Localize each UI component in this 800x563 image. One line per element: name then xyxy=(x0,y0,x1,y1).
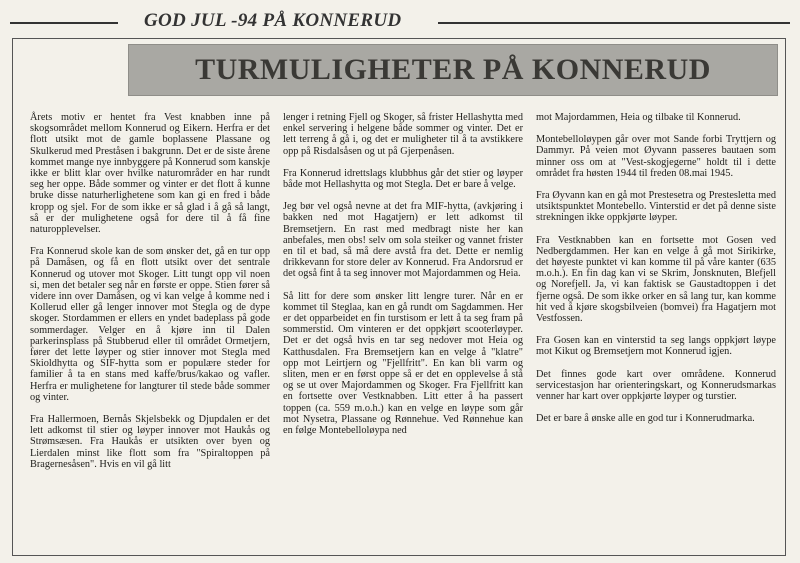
text-column-2 xyxy=(283,112,523,447)
header-rule-right xyxy=(438,22,790,24)
paragraph: Det er bare å ønske alle en god tur i Konnerudmarka. xyxy=(536,413,755,425)
text-column-1 xyxy=(30,112,270,481)
paragraph: Fra Vestknabben kan en fortsette mot Gosen ved Nedbergdammen. Her kan en velge å gå mot Sirikirke, det høyeste punktet vi kan komme til på våre kanter (635 m.o.h.). En fin dag kan vi se Skrim, Jonsknuten, Blefjell og Norefjell. Ja, vi kan faktisk se Gaustadtoppen i det fjerne også. De som ikke orker en så lang tur, kan komme hit ved å kjøre skogsbilveien (bomvei) fra Hagatjern mot Vestfossen. xyxy=(536,234,776,325)
article-title: TURMULIGHETER PÅ KONNERUD xyxy=(195,53,711,86)
text-column-3 xyxy=(536,112,776,435)
paragraph: Så litt for dere som ønsker litt lengre turer. Når en er kommet til Steglaa, kan en gå rundt om Sagdammen. Her er det opparbeidet en fin turstisom er lett å ta seg fram på sommerstid. Om vinteren er det oppkjørt scooterløyper. Det er det også hvis en tar seg nedover mot Heia og Katthusdalen. Fra Bremsetjern kan en velge å "klatre" opp mot Leirtjern og "Fjellfritt". En kan bli varm og sliten, men er en først oppe så er det en opplevelse å stå og se ut over Majordammen og Skoger. Fra Fjellfritt kan en fortsette over Vestknabben. Litt etter å ha passert toppen (ca. 559 m.o.h.) kan en velge en løype som går mot Nysetra, Plassane og Rønnehue. Ved Rønnehue kan en følge Montebelloløypa ned xyxy=(283,290,523,437)
paragraph: Jeg bør vel også nevne at det fra MIF-hytta, (avkjøring i bakken ned mot Hagatjern) er lett adkomst til Bremsetjern. En rast med medbragt niste her kan anbefales, men obs! selv om sola steiker og vannet frister en til et bad, så må dere avstå fra det. Dette er nemlig drikkevann for store deler av Konnerud. Fra Andorsrud er det også fint å ta seg innover mot Majordammen og Heia. xyxy=(283,201,523,280)
paragraph: Fra Hallermoen, Bernås Skjelsbekk og Djupdalen er det lett adkomst til stier og løyper innover mot Haukås og Strømsæsen. Fra Haukås er utsikten over byen og Lierdalen minst like flott som fra "Spiraltoppen på Bragernesåsen". Hvis en vil gå litt xyxy=(30,414,270,470)
paragraph: lenger i retning Fjell og Skoger, så frister Hellashytta med enkel servering i helgene både sommer og vinter. Det er lett terreng å gå i, og det er muligheter til å ta avstikkere opp på Risdalsåsen og ut på Gjerpenåsen. xyxy=(283,112,523,157)
paragraph: Fra Gosen kan en vinterstid ta seg langs oppkjørt løype mot Kikut og Bremsetjern mot Konnerud igjen. xyxy=(536,335,776,358)
paragraph: Fra Øyvann kan en gå mot Prestesetra og Prestesletta med utsiktspunktet Montebello. Vinterstid er det på denne siste strekningen ikke oppkjørte løyper. xyxy=(536,190,776,224)
paragraph: Fra Konnerud idrettslags klubbhus går det stier og løyper både mot Hellashytta og mot Stegla. Det er bare å velge. xyxy=(283,167,523,191)
paragraph: mot Majordammen, Heia og tilbake til Konnerud. xyxy=(536,112,741,123)
page-header xyxy=(0,8,800,38)
paragraph: Montebelloløypen går over mot Sande forbi Tryttjern og Dammyr. På veien mot Øyvann passeres bautaen som minner oss om at "Vest-skogjegerne" holdt til i dette området fra høsten 1944 til freden 08.mai 1945. xyxy=(536,134,776,179)
paragraph: Det finnes gode kart over områdene. Konnerud servicestasjon har orienteringskart, og Konnerudsmarkas venner har kart over oppkjørte løyper og turstier. xyxy=(536,368,776,403)
header-rule-left xyxy=(10,22,118,24)
paragraph: Årets motiv er hentet fra Vest knabben inne på skogsområdet mellom Konnerud og Eikern. Herfra er det flott utsikt mot de gamle boplassene Plassane og Skulkerud med Preståsen i bakgrunn. Det er de siste årene kommet mange nye innbyggere på Konnerud som kanskje ikke er blitt klar over hvilke naturområder en har rundt seg her oppe. Både sommer og vinter er det flott å kunne bruke disse naturherlighetene som kan gi en fred i både kropp og sjel. For de som ikke er så glad i å gå så langt, så er der mulighetene også for dere til å få fine naturopplevelser. xyxy=(30,112,270,236)
header-title: GOD JUL -94 PÅ KONNERUD xyxy=(144,10,402,31)
title-banner xyxy=(128,44,778,96)
paragraph: Fra Konnerud skole kan de som ønsker det, gå en tur opp på Damåsen, og få en flott utsikt over det sentrale Konnerud og utover mot Skoger. Litt tungt opp vil noen si, men det betaler seg når en første er oppe. Stien fører så videre inn over Damåsen, og vi kan velge å komme ned i Kollerud eller gå lenger innover mot Stegla og de dype skoger. Stordammen er ellers en yndet badeplass på gode sommerdager. Velger en å kjøre inn til Dalen parkerinsplass på Stubberud eller til området Ormetjern, fører det lette løyper og stier innover mot Stegla med Skioldhytta og SIF-hytta som er populære steder for familier å ta en stans med kaffe/brus/kakao og vafler. Herfra er mulighetene for langturer til stede både sommer og vinter. xyxy=(30,246,270,403)
